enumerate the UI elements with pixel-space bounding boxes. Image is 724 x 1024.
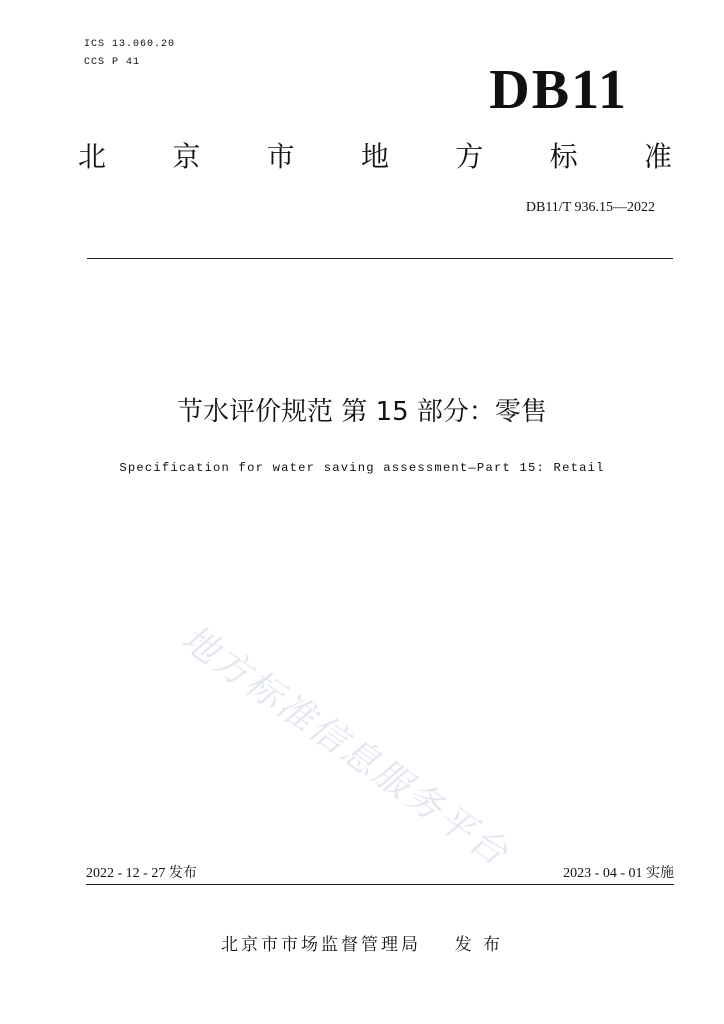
footer-divider — [86, 884, 674, 885]
local-standard-char: 北 — [78, 140, 107, 173]
local-standard-char: 标 — [549, 140, 578, 173]
ics-code: ICS 13.060.20 — [84, 39, 176, 50]
implementation-date: 2023 - 04 - 01 实施 — [563, 866, 674, 881]
local-standard-char: 市 — [266, 140, 295, 173]
local-standard-char: 京 — [172, 140, 201, 173]
document-title-chinese: 节水评价规范 第 15 部分：零售 — [177, 397, 547, 427]
document-title-english: Specification for water saving assessment—Part 15: Retail — [119, 461, 605, 475]
standard-number: DB11/T 936.15—2022 — [525, 200, 655, 215]
watermark: 地方标准信息服务平台 — [173, 617, 517, 876]
ccs-code: CCS P 41 — [84, 57, 141, 68]
local-standard-char: 准 — [643, 140, 672, 173]
local-standard-heading — [78, 138, 672, 176]
standard-mark-db11: DB11 — [489, 59, 628, 121]
local-standard-char: 方 — [455, 140, 484, 173]
issue-date: 2022 - 12 - 27 发布 — [86, 866, 197, 881]
local-standard-char: 地 — [360, 140, 389, 173]
issuing-authority: 北京市市场监督管理局 发 布 — [220, 935, 504, 955]
header-divider — [87, 258, 673, 259]
